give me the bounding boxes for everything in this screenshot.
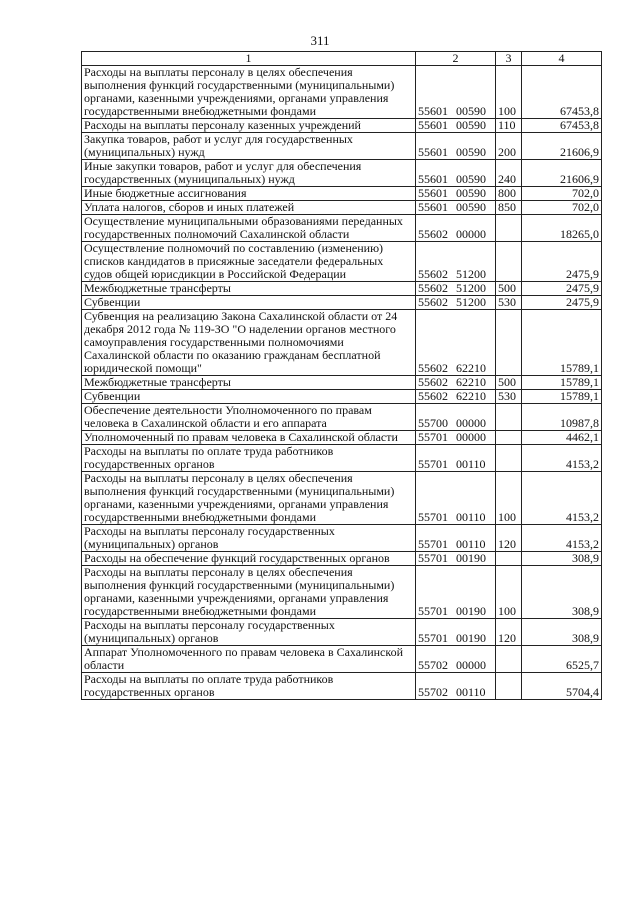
row-name: Расходы на выплаты персоналу государственных (муниципальных) органов xyxy=(82,619,416,646)
row-code-program: 55602 xyxy=(418,389,448,403)
table-row xyxy=(82,119,602,133)
table-row xyxy=(82,673,602,700)
row-code xyxy=(416,619,496,646)
row-code-direction: 00190 xyxy=(456,604,486,618)
row-expense-type: 200 xyxy=(496,133,522,160)
row-code xyxy=(416,376,496,390)
row-name: Расходы на выплаты персоналу в целях обеспечения выполнения функций государственными (муниципальными) органами, казенными учреждениями, органами управления государственными внебюджетными фондами xyxy=(82,566,416,619)
row-amount: 4153,2 xyxy=(522,445,602,472)
row-expense-type: 100 xyxy=(496,566,522,619)
table-row xyxy=(82,310,602,376)
row-name: Субвенции xyxy=(82,390,416,404)
row-expense-type: 500 xyxy=(496,282,522,296)
row-code-program: 55702 xyxy=(418,685,448,699)
row-amount: 4153,2 xyxy=(522,472,602,525)
column-header-name: 1 xyxy=(82,52,416,66)
row-name: Межбюджетные трансферты xyxy=(82,282,416,296)
row-name: Осуществление муниципальными образованиями переданных государственных полномочий Сахалинской области xyxy=(82,215,416,242)
row-code-program: 55602 xyxy=(418,375,448,389)
row-code xyxy=(416,133,496,160)
row-code-program: 55702 xyxy=(418,658,448,672)
row-code-program: 55602 xyxy=(418,227,448,241)
row-name: Аппарат Уполномоченного по правам человека в Сахалинской области xyxy=(82,646,416,673)
row-code xyxy=(416,201,496,215)
table-row xyxy=(82,160,602,187)
row-code xyxy=(416,673,496,700)
row-code-program: 55701 xyxy=(418,631,448,645)
row-expense-type: 120 xyxy=(496,619,522,646)
table-row xyxy=(82,619,602,646)
row-code-direction: 62210 xyxy=(456,389,486,403)
row-code-program: 55701 xyxy=(418,537,448,551)
row-code xyxy=(416,552,496,566)
row-amount: 10987,8 xyxy=(522,404,602,431)
table-row xyxy=(82,445,602,472)
row-amount: 67453,8 xyxy=(522,119,602,133)
row-code-direction: 00000 xyxy=(456,227,486,241)
row-name: Иные бюджетные ассигнования xyxy=(82,187,416,201)
row-name: Уплата налогов, сборов и иных платежей xyxy=(82,201,416,215)
row-code-program: 55601 xyxy=(418,186,448,200)
row-expense-type xyxy=(496,431,522,445)
table-body xyxy=(82,66,602,700)
row-name: Закупка товаров, работ и услуг для государственных (муниципальных) нужд xyxy=(82,133,416,160)
row-code-program: 55701 xyxy=(418,604,448,618)
table-row xyxy=(82,282,602,296)
row-code-program: 55701 xyxy=(418,551,448,565)
row-name: Уполномоченный по правам человека в Сахалинской области xyxy=(82,431,416,445)
row-code-program: 55601 xyxy=(418,145,448,159)
row-amount: 702,0 xyxy=(522,187,602,201)
row-expense-type: 500 xyxy=(496,376,522,390)
column-header-amount: 4 xyxy=(522,52,602,66)
table-row xyxy=(82,215,602,242)
row-code-program: 55701 xyxy=(418,510,448,524)
row-code xyxy=(416,160,496,187)
row-code xyxy=(416,66,496,119)
row-code-direction: 62210 xyxy=(456,375,486,389)
table-row xyxy=(82,646,602,673)
row-code xyxy=(416,404,496,431)
row-amount: 67453,8 xyxy=(522,66,602,119)
row-code-direction: 51200 xyxy=(456,267,486,281)
row-code xyxy=(416,646,496,673)
row-amount: 4462,1 xyxy=(522,431,602,445)
table-row xyxy=(82,525,602,552)
row-name: Субвенции xyxy=(82,296,416,310)
row-code-program: 55602 xyxy=(418,361,448,375)
row-code-direction: 00000 xyxy=(456,416,486,430)
row-expense-type xyxy=(496,552,522,566)
row-code-program: 55602 xyxy=(418,267,448,281)
row-expense-type: 800 xyxy=(496,187,522,201)
row-name: Расходы на выплаты персоналу в целях обеспечения выполнения функций государственными (муниципальными) органами, казенными учреждениями, органами управления государственными внебюджетными фондами xyxy=(82,66,416,119)
table-header-row xyxy=(82,52,602,66)
row-expense-type: 120 xyxy=(496,525,522,552)
row-code xyxy=(416,119,496,133)
row-name: Расходы на выплаты персоналу в целях обеспечения выполнения функций государственными (муниципальными) органами, казенными учреждениями, органами управления государственными внебюджетными фондами xyxy=(82,472,416,525)
row-code xyxy=(416,215,496,242)
row-amount: 15789,1 xyxy=(522,310,602,376)
row-name: Обеспечение деятельности Уполномоченного по правам человека в Сахалинской области и его аппарата xyxy=(82,404,416,431)
table-row xyxy=(82,472,602,525)
page-number: 311 xyxy=(310,33,330,48)
row-amount: 308,9 xyxy=(522,552,602,566)
row-code-direction: 62210 xyxy=(456,361,486,375)
row-name: Межбюджетные трансферты xyxy=(82,376,416,390)
row-expense-type: 850 xyxy=(496,201,522,215)
table-row xyxy=(82,242,602,282)
row-expense-type xyxy=(496,673,522,700)
row-code-direction: 00110 xyxy=(456,685,486,699)
row-expense-type xyxy=(496,404,522,431)
table-row xyxy=(82,566,602,619)
row-amount: 15789,1 xyxy=(522,376,602,390)
row-code xyxy=(416,187,496,201)
row-code xyxy=(416,282,496,296)
column-header-expense-type: 3 xyxy=(496,52,522,66)
row-code xyxy=(416,445,496,472)
row-code-direction: 00190 xyxy=(456,631,486,645)
table-row xyxy=(82,133,602,160)
column-header-code: 2 xyxy=(416,52,496,66)
row-expense-type xyxy=(496,242,522,282)
row-code-direction: 00590 xyxy=(456,172,486,186)
row-code xyxy=(416,390,496,404)
row-amount: 21606,9 xyxy=(522,160,602,187)
row-amount: 4153,2 xyxy=(522,525,602,552)
row-amount: 15789,1 xyxy=(522,390,602,404)
table-row xyxy=(82,376,602,390)
row-code-program: 55601 xyxy=(418,172,448,186)
row-code-direction: 00110 xyxy=(456,510,486,524)
table-row xyxy=(82,431,602,445)
row-code xyxy=(416,242,496,282)
row-name: Расходы на обеспечение функций государственных органов xyxy=(82,552,416,566)
row-code-direction: 51200 xyxy=(456,281,486,295)
row-code xyxy=(416,566,496,619)
row-code-direction: 00110 xyxy=(456,537,486,551)
row-code-program: 55601 xyxy=(418,200,448,214)
table-row xyxy=(82,552,602,566)
row-expense-type: 240 xyxy=(496,160,522,187)
row-expense-type xyxy=(496,215,522,242)
row-code-program: 55701 xyxy=(418,430,448,444)
row-amount: 308,9 xyxy=(522,566,602,619)
row-amount: 308,9 xyxy=(522,619,602,646)
table-row xyxy=(82,404,602,431)
table-row xyxy=(82,187,602,201)
table-row xyxy=(82,390,602,404)
row-name: Расходы на выплаты по оплате труда работников государственных органов xyxy=(82,445,416,472)
row-expense-type: 110 xyxy=(496,119,522,133)
row-expense-type: 100 xyxy=(496,66,522,119)
row-code-program: 55700 xyxy=(418,416,448,430)
row-amount: 2475,9 xyxy=(522,242,602,282)
row-code-direction: 00190 xyxy=(456,551,486,565)
row-amount: 702,0 xyxy=(522,201,602,215)
row-expense-type xyxy=(496,445,522,472)
row-code-direction: 00000 xyxy=(456,658,486,672)
row-expense-type: 530 xyxy=(496,390,522,404)
row-code-program: 55701 xyxy=(418,457,448,471)
row-name: Осуществление полномочий по составлению (изменению) списков кандидатов в присяжные заседатели федеральных судов общей юрисдикции в Российской Федерации xyxy=(82,242,416,282)
row-code-program: 55602 xyxy=(418,281,448,295)
row-expense-type: 530 xyxy=(496,296,522,310)
row-code-direction: 51200 xyxy=(456,295,486,309)
row-code-program: 55601 xyxy=(418,118,448,132)
table-row xyxy=(82,201,602,215)
row-amount: 18265,0 xyxy=(522,215,602,242)
row-code-direction: 00000 xyxy=(456,430,486,444)
row-code-direction: 00110 xyxy=(456,457,486,471)
table-row xyxy=(82,296,602,310)
row-code-direction: 00590 xyxy=(456,104,486,118)
row-code-direction: 00590 xyxy=(456,145,486,159)
row-code xyxy=(416,431,496,445)
row-expense-type xyxy=(496,310,522,376)
row-amount: 5704,4 xyxy=(522,673,602,700)
row-amount: 6525,7 xyxy=(522,646,602,673)
row-code-program: 55602 xyxy=(418,295,448,309)
row-code xyxy=(416,310,496,376)
row-expense-type: 100 xyxy=(496,472,522,525)
row-name: Субвенция на реализацию Закона Сахалинской области от 24 декабря 2012 года № 119-ЗО "О наделении органов местного самоуправления государственными полномочиями Сахалинской области по оказанию гражданам бесплатной юридической помощи" xyxy=(82,310,416,376)
row-code xyxy=(416,472,496,525)
row-name: Иные закупки товаров, работ и услуг для обеспечения государственных (муниципальных) нужд xyxy=(82,160,416,187)
row-expense-type xyxy=(496,646,522,673)
row-code-direction: 00590 xyxy=(456,200,486,214)
row-name: Расходы на выплаты по оплате труда работников государственных органов xyxy=(82,673,416,700)
row-code xyxy=(416,525,496,552)
row-name: Расходы на выплаты персоналу казенных учреждений xyxy=(82,119,416,133)
row-name: Расходы на выплаты персоналу государственных (муниципальных) органов xyxy=(82,525,416,552)
row-code-program: 55601 xyxy=(418,104,448,118)
row-code-direction: 00590 xyxy=(456,186,486,200)
table-row xyxy=(82,66,602,119)
row-amount: 2475,9 xyxy=(522,282,602,296)
row-code-direction: 00590 xyxy=(456,118,486,132)
budget-table xyxy=(81,51,602,700)
row-code xyxy=(416,296,496,310)
row-amount: 2475,9 xyxy=(522,296,602,310)
row-amount: 21606,9 xyxy=(522,133,602,160)
